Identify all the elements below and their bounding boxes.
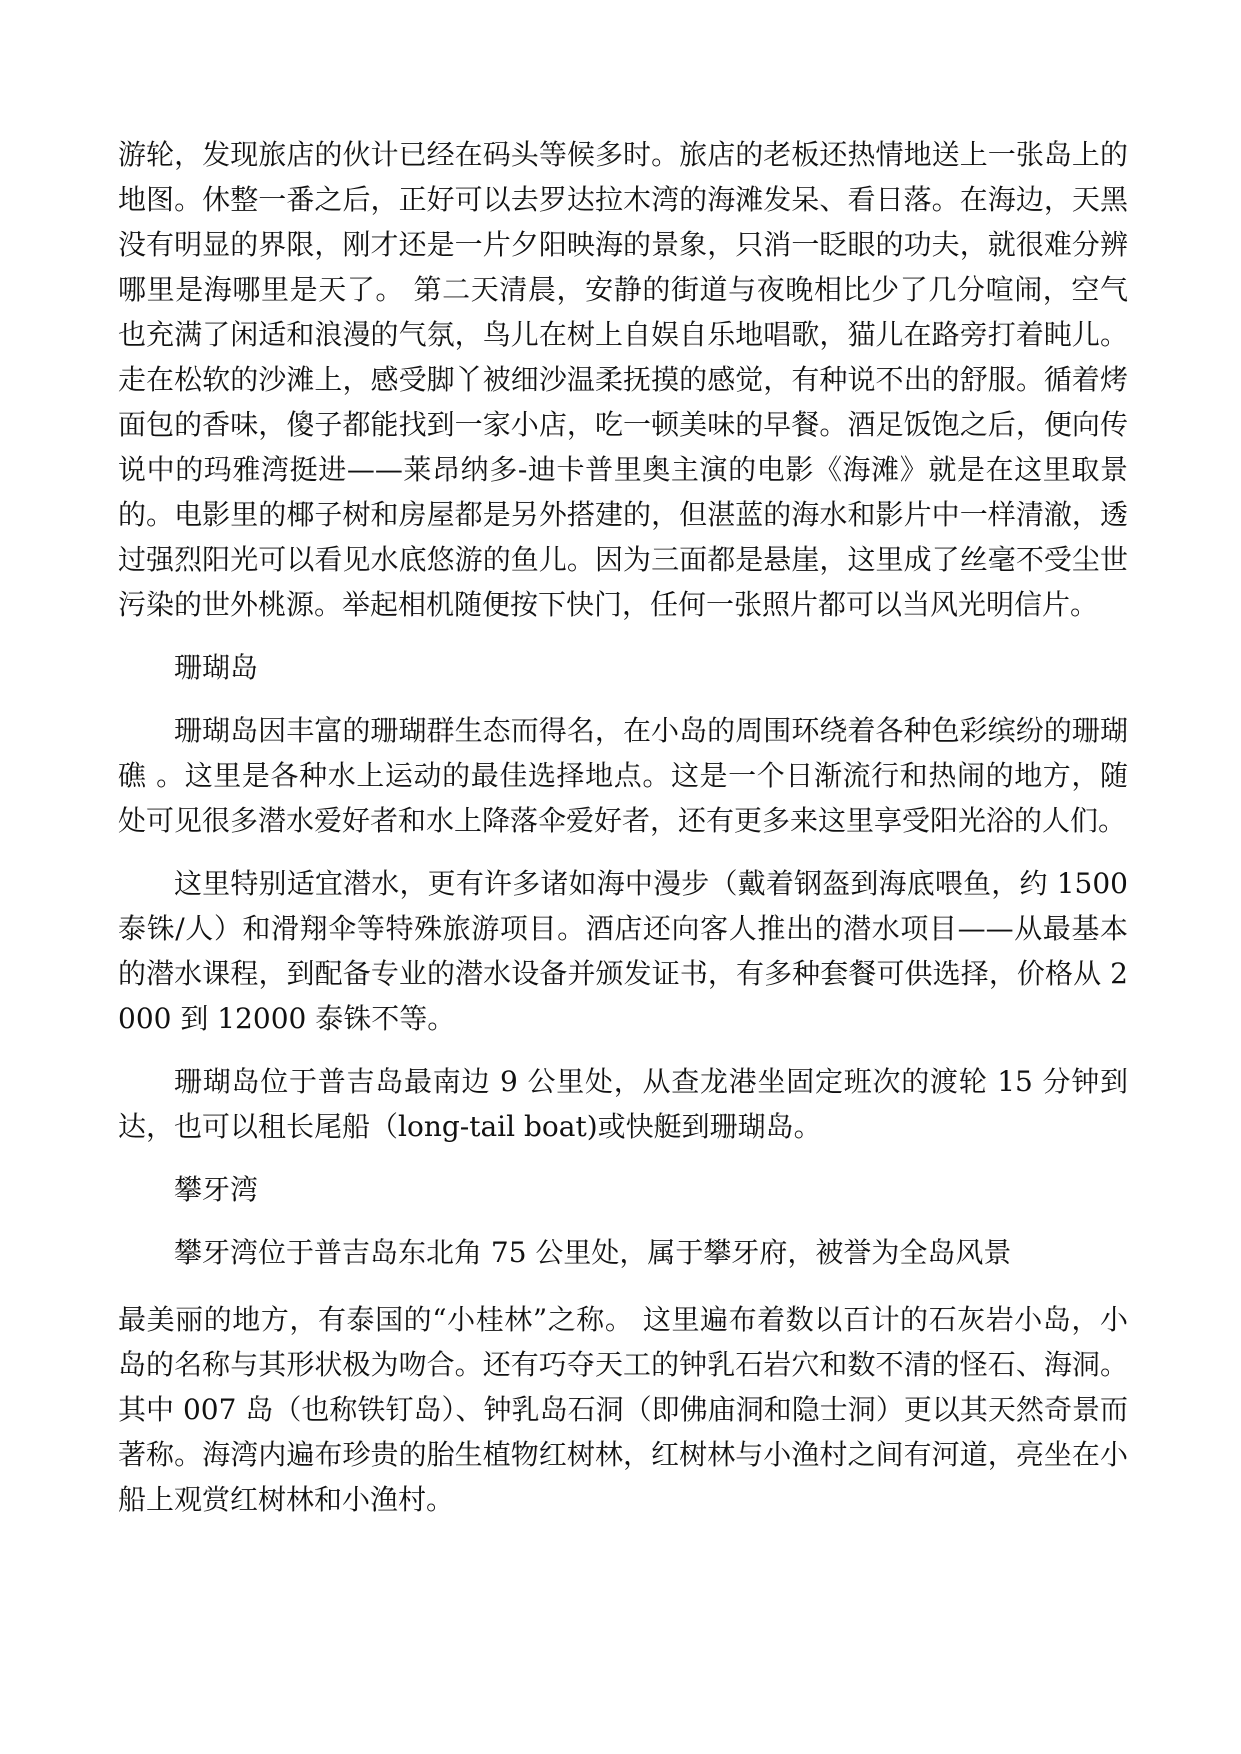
phang-nga-bay-paragraph-rest: 最美丽的地方，有泰国的“小桂林”之称。 这里遍布着数以百计的石灰岩小岛，小岛的名称与其形状极为吻合。还有巧夺天工的钟乳石岩穴和数不清的怪石、海洞。其中 007 岛（也称铁钉岛）、钟乳岛石洞（即佛庙洞和隐士洞）更以其天然奇景而著称。海湾内遍布珍贵的胎生植物红树林，红树林与小渔村之间有河道，亮坐在小船上观赏红树林和小渔村。 — [118, 1303, 1128, 1516]
phang-nga-bay-paragraph-line-1: 攀牙湾位于普吉岛东北角 75 公里处，属于攀牙府，被誉为全岛风景 — [174, 1236, 1012, 1269]
coral-island-paragraph-2: 这里特别适宜潜水，更有许多诸如海中漫步（戴着钢盔到海底喂鱼，约 1500 泰铢/人）和滑翔伞等特殊旅游项目。酒店还向客人推出的潜水项目——从最基本的潜水课程，到配备专业的潜水设备并颁发证书，有多种套餐可供选择，价格从 2000 到 12000 泰铢不等。 — [118, 867, 1128, 1035]
coral-island-paragraph-1: 珊瑚岛因丰富的珊瑚群生态而得名，在小岛的周围环绕着各种色彩缤纷的珊瑚礁 。这里是各种水上运动的最佳选择地点。这是一个日渐流行和热闹的地方，随处可见很多潜水爱好者和水上降落伞爱好者，还有更多来这里享受阳光浴的人们。 — [118, 714, 1128, 837]
intro-paragraph: 游轮，发现旅店的伙计已经在码头等候多时。旅店的老板还热情地送上一张岛上的地图。休整一番之后，正好可以去罗达拉木湾的海滩发呆、看日落。在海边，天黑没有明显的界限，刚才还是一片夕阳映海的景象，只消一眨眼的功夫，就很难分辨哪里是海哪里是天了。 第二天清晨，安静的街道与夜晚相比少了几分喧闹，空气也充满了闲适和浪漫的气氛，鸟儿在树上自娱自乐地唱歌，猫儿在路旁打着盹儿。走在松软的沙滩上，感受脚丫被细沙温柔抚摸的感觉，有种说不出的舒服。循着烤面包的香味，傻子都能找到一家小店，吃一顿美味的早餐。酒足饭饱之后，便向传说中的玛雅湾挺进——莱昂纳多-迪卡普里奥主演的电影《海滩》就是在这里取景的。电影里的椰子树和房屋都是另外搭建的，但湛蓝的海水和影片中一样清澈，透过强烈阳光可以看见水底悠游的鱼儿。因为三面都是悬崖，这里成了丝毫不受尘世污染的世外桃源。举起相机随便按下快门，任何一张照片都可以当风光明信片。 — [118, 138, 1128, 621]
coral-island-heading: 珊瑚岛 — [174, 651, 259, 684]
document-page — [118, 132, 1128, 1522]
coral-island-paragraph-3: 珊瑚岛位于普吉岛最南边 9 公里处，从查龙港坐固定班次的渡轮 15 分钟到达，也可以租长尾船（long-tail boat)或快艇到珊瑚岛。 — [118, 1065, 1128, 1143]
phang-nga-bay-heading: 攀牙湾 — [174, 1173, 259, 1206]
